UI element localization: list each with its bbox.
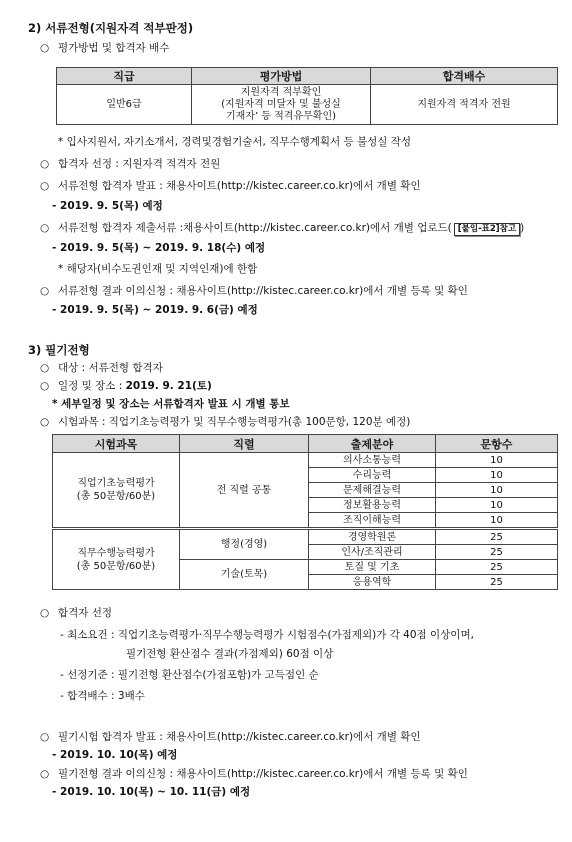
announce-date: - 2019. 9. 5(목) 예정: [52, 200, 163, 212]
bullet-circle-icon: ○: [40, 158, 50, 170]
written-exam-table: [52, 434, 558, 590]
count-cell: 10: [436, 453, 558, 468]
submit-note: * 해당자(비수도권인재 및 지역인재)에 한함: [58, 263, 258, 275]
bullet-circle-icon: ○: [40, 285, 50, 297]
method-line-text: 평가방법 및 합격자 배수: [58, 42, 170, 54]
th-field: 출제분야: [309, 435, 436, 453]
job-name: 직무수행능력평가: [77, 547, 155, 559]
cell-ratio: 지원자격 적격자 전원: [371, 85, 558, 125]
field-cell: 정보활용능력: [309, 498, 436, 513]
written-announce-line: [40, 730, 421, 744]
written-appeal-date: - 2019. 10. 10(목) ~ 10. 11(금) 예정: [52, 786, 251, 798]
field-cell: 수리능력: [309, 468, 436, 483]
select-title-line: [40, 606, 112, 620]
ratio-line: - 합격배수 : 3배수: [60, 690, 145, 702]
bullet-circle-icon: ○: [40, 362, 50, 374]
th-count: 문항수: [436, 435, 558, 453]
count-cell: 10: [436, 498, 558, 513]
job-track-civil: 기술(토목): [180, 560, 309, 590]
min-req-line-1: - 최소요건 : 직업기초능력평가·직무수행능력평가 시험점수(가점제외)가 각 40점 이상이며,: [60, 629, 474, 641]
job-sub: (총 50문항/60분): [76, 560, 156, 572]
ncs-name: 직업기초능력평가: [77, 478, 155, 489]
bullet-circle-icon: ○: [40, 416, 50, 428]
schedule-line: [40, 379, 212, 393]
count-cell: 25: [436, 560, 558, 575]
bullet-circle-icon: ○: [40, 768, 50, 780]
announce-text: 서류전형 합격자 발표 : 채용사이트(http://kistec.career.co.kr)에서 개별 확인: [58, 180, 421, 192]
schedule-note: * 세부일정 및 장소는 서류합격자 발표 시 개별 통보: [52, 398, 290, 410]
method-line-3: 기재자’ 등 적격유무확인): [225, 110, 337, 122]
count-cell: 25: [436, 545, 558, 560]
field-cell: 경영학원론: [309, 529, 436, 545]
field-cell: 인사/조직관리: [309, 545, 436, 560]
min-req-line-2: 필기전형 환산점수 결과(가점제외) 60점 이상: [126, 648, 334, 660]
criteria-line: - 선정기준 : 필기전형 환산점수(가점포함)가 고득점인 순: [60, 669, 319, 681]
appeal-line: [40, 284, 468, 298]
appeal-text: 서류전형 결과 이의신청 : 채용사이트(http://kistec.career.co.kr)에서 개별 등록 및 확인: [58, 285, 468, 297]
count-cell: 25: [436, 529, 558, 545]
written-announce-date: - 2019. 10. 10(목) 예정: [52, 749, 178, 761]
th-ratio: 합격배수: [371, 68, 558, 85]
target-text: 대상 : 서류전형 합격자: [58, 362, 163, 374]
announce-line: [40, 179, 421, 193]
note-insincere: * 입사지원서, 자기소개서, 경력및경험기술서, 직무수행계획서 등 불성실 작성: [58, 136, 412, 148]
count-cell: 25: [436, 575, 558, 590]
schedule-label: 일정 및 장소 :: [58, 380, 126, 392]
subjects-text: 시험과목 : 직업기초능력평가 및 직무수행능력평가(총 100문항, 120분 예정): [58, 416, 411, 428]
bullet-circle-icon: ○: [40, 222, 50, 234]
screening-table: [56, 67, 558, 125]
select-title-text: 합격자 선정: [58, 607, 113, 619]
appeal-date: - 2019. 9. 5(목) ~ 2019. 9. 6(금) 예정: [52, 304, 258, 316]
count-cell: 10: [436, 513, 558, 529]
written-appeal-line: [40, 767, 468, 781]
field-cell: 응용역학: [309, 575, 436, 590]
th-subject: 시험과목: [53, 435, 180, 453]
count-cell: 10: [436, 468, 558, 483]
bullet-circle-icon: ○: [40, 731, 50, 743]
select-text: 합격자 선정 : 지원자격 적격자 전원: [58, 158, 221, 170]
schedule-value: 2019. 9. 21(토): [125, 380, 212, 392]
field-cell: 의사소통능력: [309, 453, 436, 468]
method-line: [40, 41, 169, 55]
job-subject-cell: [53, 529, 180, 590]
submit-text: 서류전형 합격자 제출서류 :채용사이트(http://kistec.career.co.kr)에서 개별 업로드(: [58, 222, 452, 234]
section-3-title: 3) 필기전형: [28, 343, 90, 357]
count-cell: 10: [436, 483, 558, 498]
bullet-circle-icon: ○: [40, 180, 50, 192]
cell-grade: 일반6급: [57, 85, 192, 125]
attachment-tag[interactable]: [붙임-표2]참고: [454, 223, 520, 236]
bullet-circle-icon: ○: [40, 607, 50, 619]
th-grade: 직급: [57, 68, 192, 85]
ncs-sub: (총 50문항/60분): [76, 491, 156, 502]
ncs-subject-cell: [53, 453, 180, 529]
submit-close: ): [520, 222, 525, 234]
field-cell: 조직이해능력: [309, 513, 436, 529]
th-track: 직렬: [180, 435, 309, 453]
target-line: [40, 361, 163, 375]
written-announce-text: 필기시험 합격자 발표 : 채용사이트(http://kistec.career.co.kr)에서 개별 확인: [58, 731, 421, 743]
written-appeal-text: 필기전형 결과 이의신청 : 채용사이트(http://kistec.career.co.kr)에서 개별 등록 및 확인: [58, 768, 468, 780]
method-line-2: (지원자격 미달자 및 불성실: [221, 98, 341, 110]
subjects-line: [40, 415, 410, 429]
field-cell: 문제해결능력: [309, 483, 436, 498]
submit-line: [40, 221, 524, 236]
method-line-1: 지원자격 적부확인: [240, 86, 322, 98]
select-line: [40, 157, 220, 171]
submit-date: - 2019. 9. 5(목) ~ 2019. 9. 18(수) 예정: [52, 242, 266, 254]
field-cell: 토질 및 기초: [309, 560, 436, 575]
ncs-track-cell: 전 직렬 공통: [180, 453, 309, 529]
bullet-circle-icon: ○: [40, 380, 50, 392]
cell-method: [192, 85, 371, 125]
job-track-admin: 행정(경영): [180, 529, 309, 560]
bullet-circle-icon: ○: [40, 42, 50, 54]
section-2-title: 2) 서류전형(지원자격 적부판정): [28, 21, 194, 35]
th-method: 평가방법: [192, 68, 371, 85]
